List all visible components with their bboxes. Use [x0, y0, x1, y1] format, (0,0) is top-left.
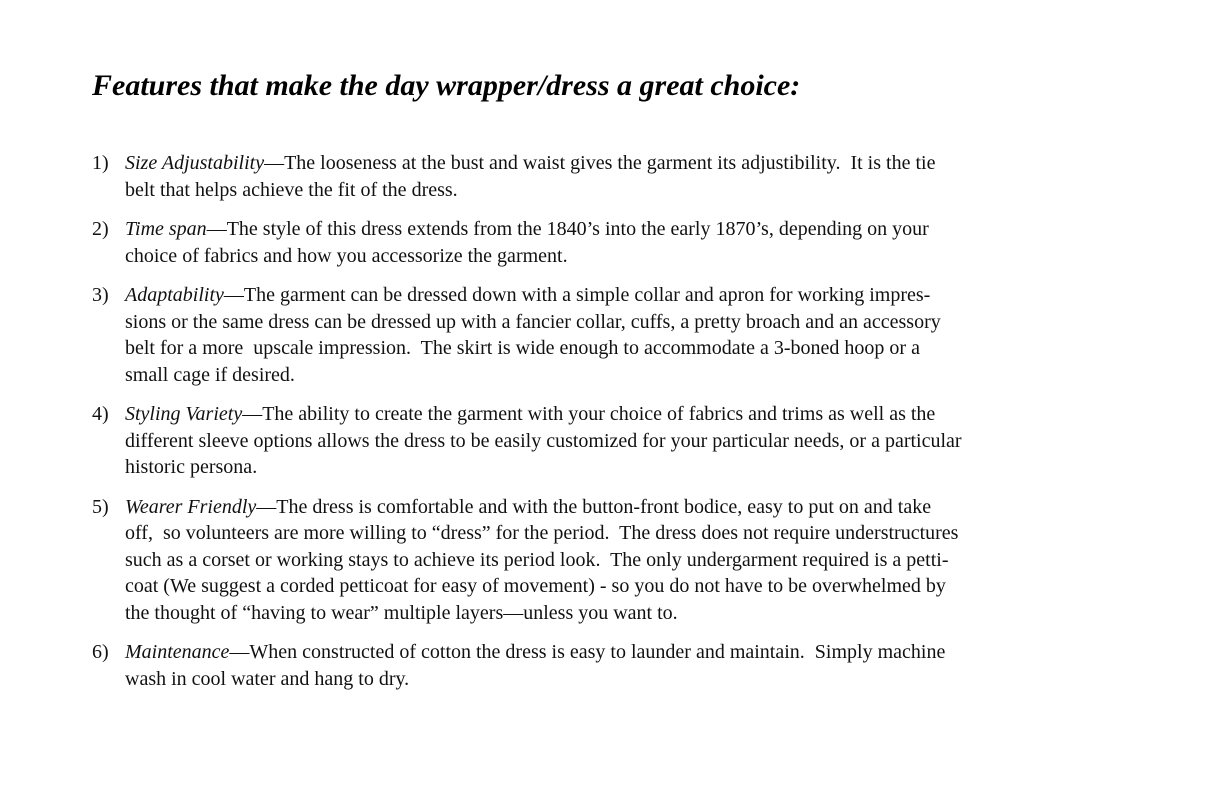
item-first-line-text: —When constructed of cotton the dress is easy to launder and maintain. Simply machine: [229, 641, 946, 663]
item-text-line: wash in cool water and hang to dry.: [125, 667, 410, 690]
item-text-line: [125, 639, 1230, 666]
item-text-line: the thought of “having to wear” multiple layers—unless you want to.: [125, 601, 678, 624]
list-item: [92, 282, 1230, 388]
item-number: 4): [92, 403, 109, 425]
item-number: 5): [92, 495, 109, 518]
item-first-line-text: —The ability to create the garment with your choice of fabrics and trims as well as the: [242, 403, 936, 425]
item-number: 3): [92, 284, 109, 306]
item-text: [125, 401, 1230, 481]
item-number: 1): [92, 152, 109, 174]
item-text-line: coat (We suggest a corded petticoat for easy of movement) - so you do not have to be overwhelmed by: [125, 575, 946, 597]
item-text-line: [125, 282, 1230, 309]
item-text-line: belt that helps achieve the fit of the dress.: [125, 178, 458, 201]
item-term: Styling Variety: [125, 403, 243, 425]
item-text-line: such as a corset or working stays to achieve its period look. The only undergarment required is a petti-: [125, 548, 949, 571]
item-text-line: small cage if desired.: [125, 363, 295, 386]
features-list: [92, 150, 1230, 692]
item-term: Wearer Friendly: [125, 495, 257, 518]
item-text-line: belt for a more upscale impression. The skirt is wide enough to accommodate a 3-boned hoop or a: [125, 337, 920, 359]
item-text-line: different sleeve options allows the dress to be easily customized for your particular needs, or a particular: [125, 429, 962, 452]
item-text-line: [125, 401, 1230, 428]
list-item: [92, 401, 1230, 481]
item-text: [125, 150, 1230, 203]
item-term: Time span: [125, 218, 207, 240]
item-first-line-text: —The dress is comfortable and with the button-front bodice, easy to put on and take: [256, 495, 932, 518]
list-item: [92, 216, 1230, 269]
item-text-line: historic persona.: [125, 456, 258, 478]
item-term: Adaptability: [125, 284, 224, 306]
item-term: Maintenance: [125, 641, 230, 663]
item-text: [125, 494, 1230, 627]
list-item: [92, 494, 1230, 627]
item-text-line: [125, 494, 1230, 521]
item-text-line: off, so volunteers are more willing to “dress” for the period. The dress does not require understructures: [125, 522, 959, 544]
item-first-line-text: —The style of this dress extends from the 1840’s into the early 1870’s, depending on your: [206, 218, 929, 240]
item-first-line-text: —The garment can be dressed down with a simple collar and apron for working impres-: [223, 284, 931, 306]
item-text-line: sions or the same dress can be dressed up with a fancier collar, cuffs, a pretty broach and an accessory: [125, 310, 941, 333]
item-term: Size Adjustability: [125, 152, 265, 174]
item-text-line: [125, 150, 1230, 177]
page-title: Features that make the day wrapper/dress a great choice:: [92, 69, 801, 102]
item-first-line-text: —The looseness at the bust and waist gives the garment its adjustibility. It is the tie: [264, 152, 936, 174]
item-number: 2): [92, 218, 109, 240]
item-number: 6): [92, 641, 109, 663]
item-text: [125, 216, 1230, 269]
item-text-line: [125, 216, 1230, 243]
list-item: [92, 639, 1230, 692]
item-text-line: choice of fabrics and how you accessorize the garment.: [125, 244, 568, 267]
list-item: [92, 150, 1230, 203]
item-text: [125, 639, 1230, 692]
item-text: [125, 282, 1230, 388]
